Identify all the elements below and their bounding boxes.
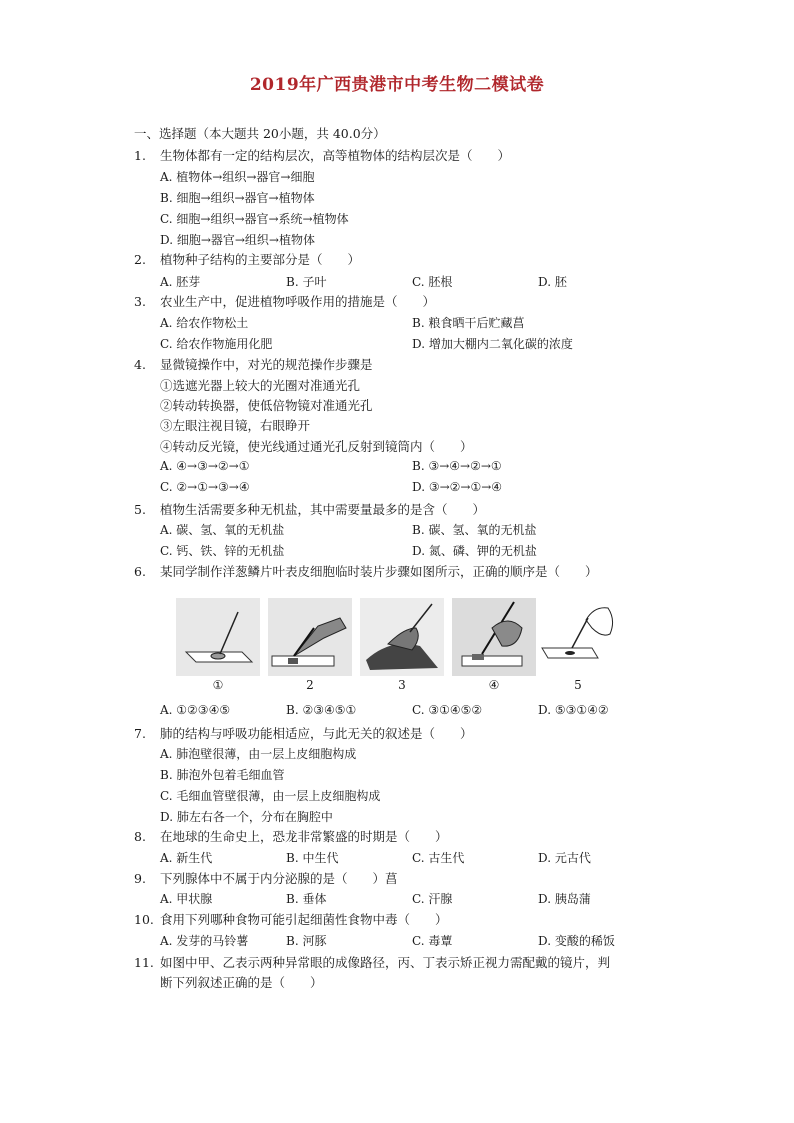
question-number: 6.	[134, 564, 146, 579]
option-a: A. 肺泡壁很薄，由一层上皮细胞构成	[160, 747, 357, 761]
option-d: D. ⑤③①④②	[538, 703, 609, 717]
option-d: D. 肺左右各一个，分布在胸腔中	[160, 810, 333, 824]
page-title: 2019年广西贵港市中考生物二模试卷	[249, 75, 545, 95]
option-c: C. 给农作物施用化肥	[160, 337, 273, 351]
option-c: C. 汗腺	[412, 892, 453, 906]
option-a: A. 新生代	[160, 851, 213, 865]
figure-label: 3	[398, 678, 406, 692]
cover-slip-illustration	[452, 598, 536, 676]
question-number: 11.	[134, 955, 154, 970]
question-stem: 肺的结构与呼吸功能相适应，与此无关的叙述是（ ）	[160, 726, 473, 741]
option-a: A. ①②③④⑤	[160, 703, 231, 717]
question-number: 10.	[134, 912, 154, 927]
option-b: B. ③→④→②→①	[412, 459, 502, 473]
question-line: ③左眼注视目镜，右眼睁开	[160, 418, 311, 433]
question-line: ①选遮光器上较大的光圈对准通光孔	[160, 378, 361, 393]
question-number: 5.	[134, 502, 146, 517]
option-c: C. 毛细血管壁很薄，由一层上皮细胞构成	[160, 789, 381, 803]
option-d: D. ③→②→①→④	[412, 480, 503, 494]
question-number: 3.	[134, 294, 146, 309]
question-line: 断下列叙述正确的是（ ）	[160, 975, 323, 990]
option-b: B. 子叶	[286, 275, 327, 289]
question-line: ②转动转换器，使低倍物镜对准通光孔	[160, 398, 373, 413]
section-heading: 一、选择题（本大题共 20小题，共 40.0分）	[134, 126, 386, 141]
question-stem: 生物体都有一定的结构层次，高等植物体的结构层次是（ ）	[160, 148, 511, 163]
question-stem: 植物生活需要多种无机盐，其中需要量最多的是含（ ）	[160, 502, 486, 517]
option-b: B. 粮食晒干后贮藏菖	[412, 316, 525, 330]
question-line: ④转动反光镜，使光线通过通光孔反射到镜筒内（ ）	[160, 439, 473, 454]
option-b: B. 垂体	[286, 892, 327, 906]
figure-label: 2	[306, 678, 314, 692]
question-stem: 某同学制作洋葱鳞片叶表皮细胞临时装片步骤如图所示，正确的顺序是（ ）	[160, 564, 598, 579]
question-stem: 农业生产中，促进植物呼吸作用的措施是（ ）	[160, 294, 436, 309]
option-d: D. 氮、磷、钾的无机盐	[412, 544, 537, 558]
option-a: A. 给农作物松土	[160, 316, 249, 330]
option-c: C. ②→①→③→④	[160, 480, 250, 494]
onion-peel-illustration	[360, 598, 444, 676]
option-c: C. 胚根	[412, 275, 453, 289]
option-c: C. 钙、铁、锌的无机盐	[160, 544, 285, 558]
option-c: C. ③①④⑤②	[412, 703, 483, 717]
option-d: D. 增加大棚内二氧化碳的浓度	[412, 337, 573, 351]
option-b: B. 肺泡外包着毛细血管	[160, 768, 285, 782]
forceps-illustration	[268, 598, 352, 676]
figure-label: ④	[488, 678, 500, 692]
option-a: A. 碳、氢、氧的无机盐	[160, 523, 285, 537]
question-stem: 植物种子结构的主要部分是（ ）	[160, 252, 361, 267]
dropper-hand-illustration	[536, 598, 620, 676]
option-d: D. 胚	[538, 275, 567, 289]
question-number: 1.	[134, 148, 146, 163]
question-stem: 食用下列哪种食物可能引起细菌性食物中毒（ ）	[160, 912, 448, 927]
question-stem: 显微镜操作中，对光的规范操作步骤是	[160, 357, 373, 372]
figure-label: 5	[574, 678, 582, 692]
option-d: D. 胰岛蒲	[538, 892, 591, 906]
figure-label: ①	[212, 678, 224, 692]
option-a: A. 发芽的马铃薯	[160, 934, 249, 948]
option-d: D. 变酸的稀饭	[538, 934, 615, 948]
option-c: C. 细胞→组织→器官→系统→植物体	[160, 212, 349, 226]
option-d: D. 细胞→器官→组织→植物体	[160, 233, 315, 247]
question-number: 8.	[134, 829, 146, 844]
option-d: D. 元古代	[538, 851, 591, 865]
option-a: A. 胚芽	[160, 275, 201, 289]
question-number: 9.	[134, 871, 146, 886]
option-a: A. 植物体→组织→器官→细胞	[160, 170, 315, 184]
option-b: B. 河豚	[286, 934, 327, 948]
figure-step-2	[268, 598, 352, 676]
question-number: 4.	[134, 357, 146, 372]
question-stem: 在地球的生命史上，恐龙非常繁盛的时期是（ ）	[160, 829, 448, 844]
question-number: 7.	[134, 726, 146, 741]
figure-step-5	[536, 598, 620, 676]
option-b: B. 中生代	[286, 851, 339, 865]
option-c: C. 毒蕈	[412, 934, 453, 948]
question-stem: 如图中甲、乙表示两种异常眼的成像路径，丙、丁表示矫正视力需配戴的镜片，判	[160, 955, 611, 970]
option-a: A. ④→③→②→①	[160, 459, 250, 473]
option-b: B. 碳、氢、氧的无机盐	[412, 523, 537, 537]
option-a: A. 甲状腺	[160, 892, 213, 906]
question-number: 2.	[134, 252, 146, 267]
figure-step-1	[176, 598, 260, 676]
option-b: B. 细胞→组织→器官→植物体	[160, 191, 315, 205]
figure-step-3	[360, 598, 444, 676]
figure-step-4	[452, 598, 536, 676]
procedure-figure	[176, 598, 616, 694]
question-stem: 下列腺体中不属于内分泌腺的是（ ）菖	[160, 871, 398, 886]
option-c: C. 古生代	[412, 851, 465, 865]
slide-drop-illustration	[176, 598, 260, 676]
option-b: B. ②③④⑤①	[286, 703, 357, 717]
